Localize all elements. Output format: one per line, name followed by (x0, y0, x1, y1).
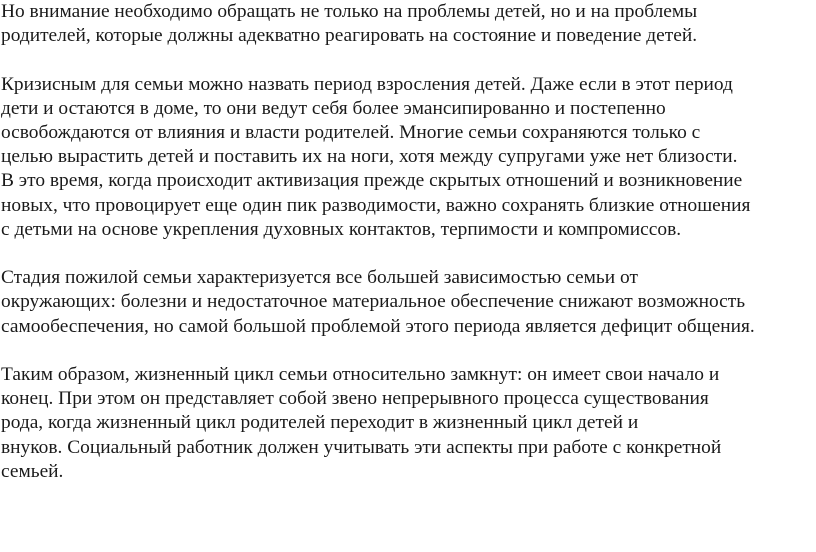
text-line: внуков. Социальный работник должен учитывать эти аспекты при работе с конкретной (1, 436, 722, 458)
text-line: родителей, которые должны адекватно реагировать на состояние и поведение детей. (1, 25, 698, 47)
text-line: освобождаются от влияния и власти родителей. Многие семьи сохраняются только с (1, 122, 701, 143)
paragraph-parents-problems (1, 0, 816, 48)
text-line: новых, что провоцирует еще один пик разводимости, важно сохранять близкие отношения (1, 194, 751, 216)
text-line: дети и остаются в доме, то они ведут себя более эмансипированно и постепенно (1, 97, 666, 119)
text-line: Кризисным для семьи можно назвать период взросления детей. Даже если в этот период (1, 73, 733, 95)
text-line: Таким образом, жизненный цикл семьи относительно замкнут: он имеет свои начало и (1, 364, 720, 385)
paragraph-life-cycle-conclusion (1, 363, 816, 484)
text-line: самообеспечения, но самой большой проблемой этого периода является дефицит общения. (1, 315, 755, 337)
text-line: Но внимание необходимо обращать не только на проблемы детей, но и на проблемы (1, 1, 698, 22)
text-line: окружающих: болезни и недостаточное материальное обеспечение снижают возможность (1, 291, 746, 313)
paragraph-elderly-family (1, 266, 816, 339)
text-line: В это время, когда происходит активизация прежде скрытых отношений и возникновение (1, 170, 743, 192)
text-line: рода, когда жизненный цикл родителей переходит в жизненный цикл детей и (1, 412, 639, 434)
paragraph-crisis-period (1, 73, 816, 242)
text-line: целью вырастить детей и поставить их на ноги, хотя между супругами уже нет близости. (1, 146, 738, 168)
text-line: с детьми на основе укрепления духовных контактов, терпимости и компромиссов. (1, 218, 682, 240)
text-line: семьей. (1, 460, 64, 482)
text-line: Стадия пожилой семьи характеризуется все большей зависимостью семьи от (1, 267, 638, 289)
text-line: конец. При этом он представляет собой звено непрерывного процесса существования (1, 388, 709, 410)
